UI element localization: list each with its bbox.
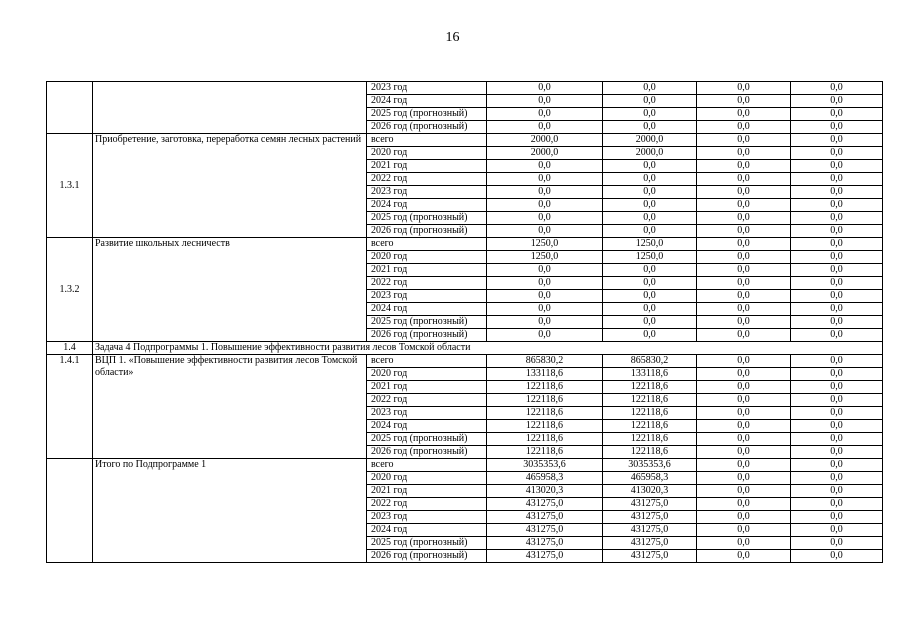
value-cell: 0,0 xyxy=(603,108,697,121)
value-cell: 3035353,6 xyxy=(603,459,697,472)
value-cell: 0,0 xyxy=(697,472,791,485)
value-cell: 0,0 xyxy=(603,199,697,212)
value-cell: 0,0 xyxy=(697,433,791,446)
value-cell: 0,0 xyxy=(697,173,791,186)
code-cell: 1.4 xyxy=(47,342,93,355)
value-cell: 133118,6 xyxy=(487,368,603,381)
value-cell: 0,0 xyxy=(697,485,791,498)
year-cell: 2021 год xyxy=(367,160,487,173)
code-cell: 1.4.1 xyxy=(47,355,93,459)
name-cell: Развитие школьных лесничеств xyxy=(93,238,367,342)
value-cell: 0,0 xyxy=(487,82,603,95)
year-cell: 2026 год (прогнозный) xyxy=(367,225,487,238)
page-number: 16 xyxy=(445,30,460,45)
year-cell: 2022 год xyxy=(367,173,487,186)
value-cell: 0,0 xyxy=(603,82,697,95)
value-cell: 431275,0 xyxy=(487,498,603,511)
year-cell: 2020 год xyxy=(367,368,487,381)
value-cell: 431275,0 xyxy=(603,498,697,511)
value-cell: 0,0 xyxy=(697,186,791,199)
year-cell: 2023 год xyxy=(367,186,487,199)
value-cell: 0,0 xyxy=(603,264,697,277)
value-cell: 0,0 xyxy=(487,95,603,108)
value-cell: 0,0 xyxy=(697,95,791,108)
year-cell: 2025 год (прогнозный) xyxy=(367,433,487,446)
year-cell: всего xyxy=(367,459,487,472)
value-cell: 0,0 xyxy=(697,355,791,368)
value-cell: 0,0 xyxy=(697,134,791,147)
value-cell: 431275,0 xyxy=(603,511,697,524)
value-cell: 0,0 xyxy=(697,537,791,550)
year-cell: 2025 год (прогнозный) xyxy=(367,108,487,121)
year-cell: 2024 год xyxy=(367,420,487,433)
year-cell: 2023 год xyxy=(367,290,487,303)
value-cell: 0,0 xyxy=(697,394,791,407)
value-cell: 0,0 xyxy=(487,303,603,316)
year-cell: 2022 год xyxy=(367,277,487,290)
value-cell: 0,0 xyxy=(791,108,883,121)
value-cell: 0,0 xyxy=(487,329,603,342)
value-cell: 0,0 xyxy=(791,550,883,563)
value-cell: 0,0 xyxy=(791,537,883,550)
value-cell: 0,0 xyxy=(487,225,603,238)
value-cell: 431275,0 xyxy=(487,524,603,537)
value-cell: 0,0 xyxy=(603,316,697,329)
value-cell: 0,0 xyxy=(791,446,883,459)
value-cell: 133118,6 xyxy=(603,368,697,381)
value-cell: 0,0 xyxy=(791,173,883,186)
value-cell: 865830,2 xyxy=(487,355,603,368)
value-cell: 431275,0 xyxy=(487,550,603,563)
table-row xyxy=(47,459,883,472)
value-cell: 0,0 xyxy=(487,108,603,121)
value-cell: 0,0 xyxy=(697,82,791,95)
value-cell: 0,0 xyxy=(603,290,697,303)
value-cell: 0,0 xyxy=(487,316,603,329)
value-cell: 122118,6 xyxy=(487,420,603,433)
table-row xyxy=(47,238,883,251)
year-cell: 2022 год xyxy=(367,498,487,511)
value-cell: 0,0 xyxy=(697,225,791,238)
year-cell: 2026 год (прогнозный) xyxy=(367,121,487,134)
year-cell: 2020 год xyxy=(367,251,487,264)
value-cell: 2000,0 xyxy=(487,147,603,160)
value-cell: 0,0 xyxy=(791,329,883,342)
value-cell: 0,0 xyxy=(791,147,883,160)
value-cell: 0,0 xyxy=(603,212,697,225)
value-cell: 865830,2 xyxy=(603,355,697,368)
value-cell: 122118,6 xyxy=(487,446,603,459)
value-cell: 0,0 xyxy=(487,277,603,290)
value-cell: 0,0 xyxy=(791,212,883,225)
value-cell: 0,0 xyxy=(603,225,697,238)
value-cell: 0,0 xyxy=(791,459,883,472)
value-cell: 0,0 xyxy=(697,420,791,433)
value-cell: 0,0 xyxy=(791,381,883,394)
name-cell: ВЦП 1. «Повышение эффективности развития лесов Томской области» xyxy=(93,355,367,459)
year-cell: 2023 год xyxy=(367,407,487,420)
value-cell: 0,0 xyxy=(697,147,791,160)
value-cell: 0,0 xyxy=(791,303,883,316)
name-cell: Приобретение, заготовка, переработка семян лесных растений xyxy=(93,134,367,238)
value-cell: 122118,6 xyxy=(487,381,603,394)
value-cell: 0,0 xyxy=(791,407,883,420)
value-cell: 0,0 xyxy=(697,238,791,251)
value-cell: 0,0 xyxy=(487,173,603,186)
value-cell: 0,0 xyxy=(791,225,883,238)
value-cell: 0,0 xyxy=(487,264,603,277)
value-cell: 2000,0 xyxy=(603,134,697,147)
year-cell: 2020 год xyxy=(367,147,487,160)
value-cell: 0,0 xyxy=(603,121,697,134)
value-cell: 122118,6 xyxy=(603,446,697,459)
value-cell: 0,0 xyxy=(603,303,697,316)
value-cell: 0,0 xyxy=(697,329,791,342)
value-cell: 3035353,6 xyxy=(487,459,603,472)
value-cell: 0,0 xyxy=(791,355,883,368)
year-cell: 2026 год (прогнозный) xyxy=(367,329,487,342)
value-cell: 122118,6 xyxy=(487,394,603,407)
year-cell: 2024 год xyxy=(367,95,487,108)
value-cell: 0,0 xyxy=(697,498,791,511)
value-cell: 0,0 xyxy=(791,199,883,212)
value-cell: 0,0 xyxy=(791,264,883,277)
year-cell: 2025 год (прогнозный) xyxy=(367,537,487,550)
year-cell: всего xyxy=(367,238,487,251)
value-cell: 0,0 xyxy=(791,472,883,485)
value-cell: 0,0 xyxy=(791,485,883,498)
value-cell: 0,0 xyxy=(697,199,791,212)
year-cell: всего xyxy=(367,355,487,368)
value-cell: 122118,6 xyxy=(487,407,603,420)
value-cell: 0,0 xyxy=(697,303,791,316)
value-cell: 2000,0 xyxy=(487,134,603,147)
value-cell: 122118,6 xyxy=(603,381,697,394)
value-cell: 0,0 xyxy=(791,394,883,407)
name-cell xyxy=(93,82,367,134)
task-row xyxy=(47,342,883,355)
code-cell: 1.3.1 xyxy=(47,134,93,238)
year-cell: 2021 год xyxy=(367,264,487,277)
budget-table xyxy=(46,81,883,563)
value-cell: 1250,0 xyxy=(603,238,697,251)
value-cell: 0,0 xyxy=(697,277,791,290)
code-cell xyxy=(47,459,93,563)
year-cell: 2025 год (прогнозный) xyxy=(367,212,487,225)
year-cell: 2023 год xyxy=(367,82,487,95)
table-row xyxy=(47,82,883,95)
value-cell: 122118,6 xyxy=(603,433,697,446)
value-cell: 0,0 xyxy=(697,212,791,225)
value-cell: 0,0 xyxy=(487,290,603,303)
value-cell: 0,0 xyxy=(791,433,883,446)
value-cell: 0,0 xyxy=(487,160,603,173)
value-cell: 0,0 xyxy=(697,264,791,277)
table-row xyxy=(47,355,883,368)
value-cell: 0,0 xyxy=(791,290,883,303)
year-cell: 2024 год xyxy=(367,199,487,212)
value-cell: 0,0 xyxy=(791,121,883,134)
value-cell: 0,0 xyxy=(603,329,697,342)
task-cell: Задача 4 Подпрограммы 1. Повышение эффективности развития лесов Томской области xyxy=(93,342,883,355)
value-cell: 0,0 xyxy=(791,95,883,108)
value-cell: 0,0 xyxy=(697,459,791,472)
code-cell xyxy=(47,82,93,134)
value-cell: 413020,3 xyxy=(487,485,603,498)
value-cell: 0,0 xyxy=(791,134,883,147)
value-cell: 0,0 xyxy=(697,108,791,121)
value-cell: 0,0 xyxy=(603,277,697,290)
value-cell: 0,0 xyxy=(697,160,791,173)
year-cell: 2022 год xyxy=(367,394,487,407)
value-cell: 122118,6 xyxy=(603,407,697,420)
value-cell: 0,0 xyxy=(697,446,791,459)
value-cell: 0,0 xyxy=(697,368,791,381)
value-cell: 122118,6 xyxy=(603,420,697,433)
year-cell: 2024 год xyxy=(367,524,487,537)
value-cell: 1250,0 xyxy=(603,251,697,264)
value-cell: 0,0 xyxy=(791,82,883,95)
value-cell: 0,0 xyxy=(697,407,791,420)
value-cell: 0,0 xyxy=(791,238,883,251)
value-cell: 0,0 xyxy=(791,511,883,524)
value-cell: 431275,0 xyxy=(603,550,697,563)
value-cell: 0,0 xyxy=(791,524,883,537)
value-cell: 0,0 xyxy=(791,160,883,173)
budget-table-body xyxy=(47,82,883,563)
value-cell: 0,0 xyxy=(603,173,697,186)
value-cell: 431275,0 xyxy=(487,537,603,550)
year-cell: 2021 год xyxy=(367,381,487,394)
value-cell: 465958,3 xyxy=(487,472,603,485)
value-cell: 122118,6 xyxy=(603,394,697,407)
value-cell: 0,0 xyxy=(791,251,883,264)
value-cell: 0,0 xyxy=(697,524,791,537)
year-cell: 2026 год (прогнозный) xyxy=(367,550,487,563)
value-cell: 0,0 xyxy=(791,277,883,290)
year-cell: 2021 год xyxy=(367,485,487,498)
value-cell: 0,0 xyxy=(697,550,791,563)
value-cell: 0,0 xyxy=(487,186,603,199)
value-cell: 2000,0 xyxy=(603,147,697,160)
value-cell: 0,0 xyxy=(487,212,603,225)
value-cell: 0,0 xyxy=(791,316,883,329)
year-cell: 2025 год (прогнозный) xyxy=(367,316,487,329)
value-cell: 0,0 xyxy=(791,420,883,433)
value-cell: 413020,3 xyxy=(603,485,697,498)
value-cell: 1250,0 xyxy=(487,251,603,264)
value-cell: 431275,0 xyxy=(603,537,697,550)
value-cell: 0,0 xyxy=(791,186,883,199)
value-cell: 0,0 xyxy=(697,511,791,524)
value-cell: 0,0 xyxy=(603,186,697,199)
value-cell: 0,0 xyxy=(697,290,791,303)
year-cell: 2020 год xyxy=(367,472,487,485)
value-cell: 0,0 xyxy=(697,121,791,134)
code-cell: 1.3.2 xyxy=(47,238,93,342)
value-cell: 122118,6 xyxy=(487,433,603,446)
value-cell: 1250,0 xyxy=(487,238,603,251)
value-cell: 465958,3 xyxy=(603,472,697,485)
value-cell: 0,0 xyxy=(791,368,883,381)
value-cell: 0,0 xyxy=(487,121,603,134)
name-cell: Итого по Подпрограмме 1 xyxy=(93,459,367,563)
value-cell: 431275,0 xyxy=(603,524,697,537)
table-row xyxy=(47,134,883,147)
value-cell: 0,0 xyxy=(487,199,603,212)
value-cell: 0,0 xyxy=(603,160,697,173)
value-cell: 0,0 xyxy=(697,316,791,329)
value-cell: 0,0 xyxy=(791,498,883,511)
year-cell: всего xyxy=(367,134,487,147)
year-cell: 2026 год (прогнозный) xyxy=(367,446,487,459)
value-cell: 0,0 xyxy=(697,381,791,394)
value-cell: 431275,0 xyxy=(487,511,603,524)
year-cell: 2024 год xyxy=(367,303,487,316)
value-cell: 0,0 xyxy=(603,95,697,108)
year-cell: 2023 год xyxy=(367,511,487,524)
value-cell: 0,0 xyxy=(697,251,791,264)
